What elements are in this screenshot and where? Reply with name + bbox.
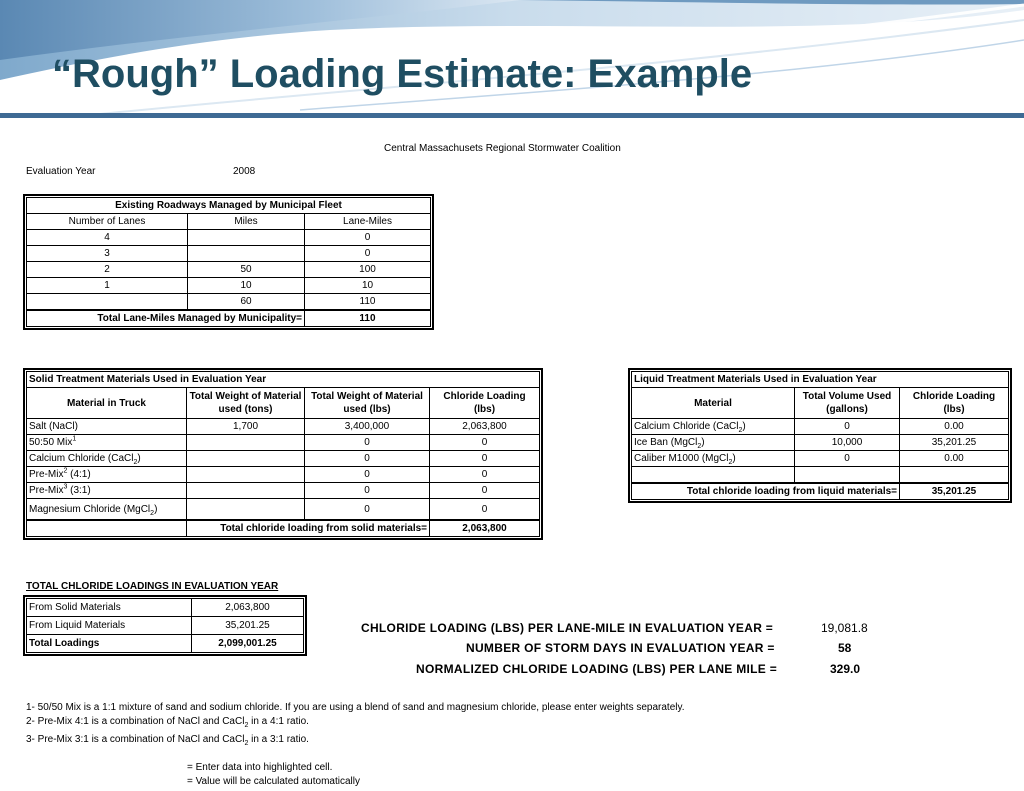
totals-label: From Solid Materials xyxy=(27,599,192,617)
header-material: Material xyxy=(632,388,795,419)
chloride-cell: 0.00 xyxy=(900,419,1009,435)
summary-label-per-lane-mile: CHLORIDE LOADING (LBS) PER LANE-MILE IN EVALUATION YEAR = xyxy=(361,621,774,635)
material-label: Salt (NaCl) xyxy=(29,421,78,432)
material-label-tail: ) xyxy=(701,437,705,448)
header-lane-miles: Lane-Miles xyxy=(305,214,431,230)
material-name xyxy=(27,419,187,435)
totals-label: From Liquid Materials xyxy=(27,617,192,635)
material-label: Pre-Mix xyxy=(29,485,64,496)
miles-cell[interactable]: 50 xyxy=(188,262,305,278)
subscript: 2 xyxy=(728,459,733,466)
empty-cell xyxy=(900,467,1009,484)
summary-label-normalized: NORMALIZED CHLORIDE LOADING (LBS) PER LANE MILE = xyxy=(416,662,778,676)
chloride-cell: 35,201.25 xyxy=(900,435,1009,451)
liquid-total-label: Total chloride loading from liquid materials= xyxy=(632,483,900,500)
volume-cell[interactable]: 10,000 xyxy=(795,435,900,451)
volume-cell[interactable]: 0 xyxy=(795,451,900,467)
solid-total-label: Total chloride loading from solid materials= xyxy=(187,520,430,537)
header-material-in-truck: Material in Truck xyxy=(27,388,187,419)
subscript: 2 xyxy=(244,722,249,729)
material-label: Calcium Chloride (CaCl xyxy=(29,453,134,464)
table-row xyxy=(27,617,304,635)
table-row xyxy=(27,419,540,435)
lane-miles-total-cell: 110 xyxy=(305,294,431,311)
material-name xyxy=(632,435,795,451)
weight-lbs-cell: 0 xyxy=(305,451,430,467)
material-label-tail: (4:1) xyxy=(67,469,91,480)
material-label-tail: ) xyxy=(732,453,736,464)
material-label: Calcium Chloride (CaCl xyxy=(634,421,739,432)
subscript: 2 xyxy=(697,443,702,450)
chloride-cell: 2,063,800 xyxy=(430,419,540,435)
table-row xyxy=(27,599,304,617)
roadways-table xyxy=(26,197,431,327)
material-label-tail: ) xyxy=(137,453,141,464)
miles-total-cell: 60 xyxy=(188,294,305,311)
material-name xyxy=(632,451,795,467)
weight-lbs-cell: 0 xyxy=(305,499,430,521)
lane-miles-cell: 100 xyxy=(305,262,431,278)
footnote-2-tail: in a 4:1 ratio. xyxy=(248,716,309,727)
solid-materials-table xyxy=(26,371,540,537)
table-row xyxy=(27,230,431,246)
table-row-empty xyxy=(632,467,1009,484)
footnote-mark: 2 xyxy=(63,467,68,475)
table-row xyxy=(27,467,540,483)
roadways-total-value: 110 xyxy=(305,310,431,327)
empty-cell xyxy=(795,467,900,484)
lanes-cell: 1 xyxy=(27,278,188,294)
table-row xyxy=(632,451,1009,467)
table-row xyxy=(27,483,540,499)
totals-value: 2,099,001.25 xyxy=(192,635,304,653)
footnote-mark: 3 xyxy=(63,483,68,491)
material-name xyxy=(27,499,187,521)
roadways-total-label: Total Lane-Miles Managed by Municipality= xyxy=(27,310,305,327)
header-chloride-loading: Chloride Loading (lbs) xyxy=(430,388,540,419)
weight-tons-cell[interactable]: 1,700 xyxy=(187,419,305,435)
chloride-cell: 0 xyxy=(430,451,540,467)
footnote-3-text: 3- Pre-Mix 3:1 is a combination of NaCl and CaCl xyxy=(26,734,245,745)
material-label: 50:50 Mix xyxy=(29,437,73,448)
miles-cell[interactable]: 10 xyxy=(188,278,305,294)
footnote-mark: 1 xyxy=(72,435,77,443)
material-label-tail: ) xyxy=(742,421,746,432)
chloride-cell: 0 xyxy=(430,483,540,499)
header-number-of-lanes: Number of Lanes xyxy=(27,214,188,230)
header-miles: Miles xyxy=(188,214,305,230)
chloride-cell: 0 xyxy=(430,435,540,451)
roadways-table-title: Existing Roadways Managed by Municipal Fleet xyxy=(27,198,431,214)
header-weight-lbs: Total Weight of Material used (lbs) xyxy=(305,388,430,419)
liquid-table-title: Liquid Treatment Materials Used in Evaluation Year xyxy=(632,372,1009,388)
material-name xyxy=(27,435,187,451)
lane-miles-cell: 10 xyxy=(305,278,431,294)
footnote-3 xyxy=(26,734,309,745)
material-name xyxy=(632,419,795,435)
table-row xyxy=(632,419,1009,435)
slide-title: “Rough” Loading Estimate: Example xyxy=(52,52,753,96)
material-label-tail: (3:1) xyxy=(67,485,91,496)
table-row xyxy=(27,278,431,294)
subscript: 2 xyxy=(738,427,743,434)
material-label: Pre-Mix xyxy=(29,469,64,480)
coalition-name: Central Massachusets Regional Stormwater Coalition xyxy=(384,143,621,154)
summary-label-storm-days: NUMBER OF STORM DAYS IN EVALUATION YEAR = xyxy=(466,641,775,655)
material-label-tail: ) xyxy=(154,503,158,515)
material-label: Caliber M1000 (MgCl xyxy=(634,453,729,464)
liquid-total-value: 35,201.25 xyxy=(900,483,1009,500)
totals-title: TOTAL CHLORIDE LOADINGS IN EVALUATION YEAR xyxy=(26,581,279,592)
volume-cell[interactable]: 0 xyxy=(795,419,900,435)
solid-table-title: Solid Treatment Materials Used in Evaluation Year xyxy=(27,372,540,388)
subscript: 2 xyxy=(133,459,138,466)
footnote-1: 1- 50/50 Mix is a 1:1 mixture of sand and sodium chloride. If you are using a blend of sand and magnesium chloride, please enter weights separately. xyxy=(26,702,685,713)
lanes-cell: 4 xyxy=(27,230,188,246)
evaluation-year-label: Evaluation Year xyxy=(26,166,96,177)
table-row xyxy=(27,635,304,653)
subscript: 2 xyxy=(150,509,155,517)
lanes-cell: 2 xyxy=(27,262,188,278)
chloride-cell: 0 xyxy=(430,467,540,483)
miles-cell[interactable] xyxy=(188,246,305,262)
lane-miles-cell: 0 xyxy=(305,230,431,246)
miles-cell[interactable] xyxy=(188,230,305,246)
summary-value-normalized: 329.0 xyxy=(830,662,861,676)
table-row xyxy=(27,499,540,521)
evaluation-year-value[interactable]: 2008 xyxy=(233,166,256,177)
weight-tons-cell[interactable] xyxy=(187,451,305,467)
weight-lbs-cell: 0 xyxy=(305,483,430,499)
table-row xyxy=(27,246,431,262)
empty-cell xyxy=(632,467,795,484)
weight-lbs-cell: 0 xyxy=(305,467,430,483)
footnote-2-text: 2- Pre-Mix 4:1 is a combination of NaCl and CaCl xyxy=(26,716,245,727)
lane-miles-cell: 0 xyxy=(305,246,431,262)
legend-enter-data: = Enter data into highlighted cell. xyxy=(187,762,333,773)
weight-tons-cell[interactable] xyxy=(187,499,305,521)
weight-tons-cell[interactable] xyxy=(187,483,305,499)
header-liquid-chloride-loading: Chloride Loading (lbs) xyxy=(900,388,1009,419)
totals-value: 35,201.25 xyxy=(192,617,304,635)
table-row xyxy=(27,435,540,451)
liquid-materials-table xyxy=(631,371,1009,500)
weight-tons-cell[interactable] xyxy=(187,467,305,483)
footnote-3-tail: in a 3:1 ratio. xyxy=(248,734,309,745)
solid-total-value: 2,063,800 xyxy=(430,520,540,537)
chloride-cell: 0 xyxy=(430,499,540,521)
lanes-cell: 3 xyxy=(27,246,188,262)
total-spacer xyxy=(27,520,187,537)
totals-label: Total Loadings xyxy=(27,635,192,653)
header-weight-tons: Total Weight of Material used (tons) xyxy=(187,388,305,419)
table-row xyxy=(27,294,431,311)
weight-lbs-cell: 3,400,000 xyxy=(305,419,430,435)
header-volume-gallons: Total Volume Used (gallons) xyxy=(795,388,900,419)
material-label: Magnesium Chloride (MgCl xyxy=(29,503,151,515)
material-name xyxy=(27,483,187,499)
slide-header xyxy=(0,0,1024,118)
chloride-cell: 0.00 xyxy=(900,451,1009,467)
material-label: Ice Ban (MgCl xyxy=(634,437,698,448)
table-row xyxy=(27,451,540,467)
summary-value-per-lane-mile: 19,081.8 xyxy=(821,621,868,635)
totals-value: 2,063,800 xyxy=(192,599,304,617)
table-row xyxy=(632,435,1009,451)
table-row xyxy=(27,262,431,278)
material-name xyxy=(27,451,187,467)
totals-table xyxy=(26,598,304,653)
material-name xyxy=(27,467,187,483)
lanes-cell xyxy=(27,294,188,311)
summary-value-storm-days[interactable]: 58 xyxy=(838,641,852,655)
footnote-2 xyxy=(26,716,309,727)
subscript: 2 xyxy=(244,740,249,747)
weight-tons-cell[interactable] xyxy=(187,435,305,451)
legend-calculated: = Value will be calculated automatically xyxy=(187,776,360,787)
weight-lbs-cell: 0 xyxy=(305,435,430,451)
